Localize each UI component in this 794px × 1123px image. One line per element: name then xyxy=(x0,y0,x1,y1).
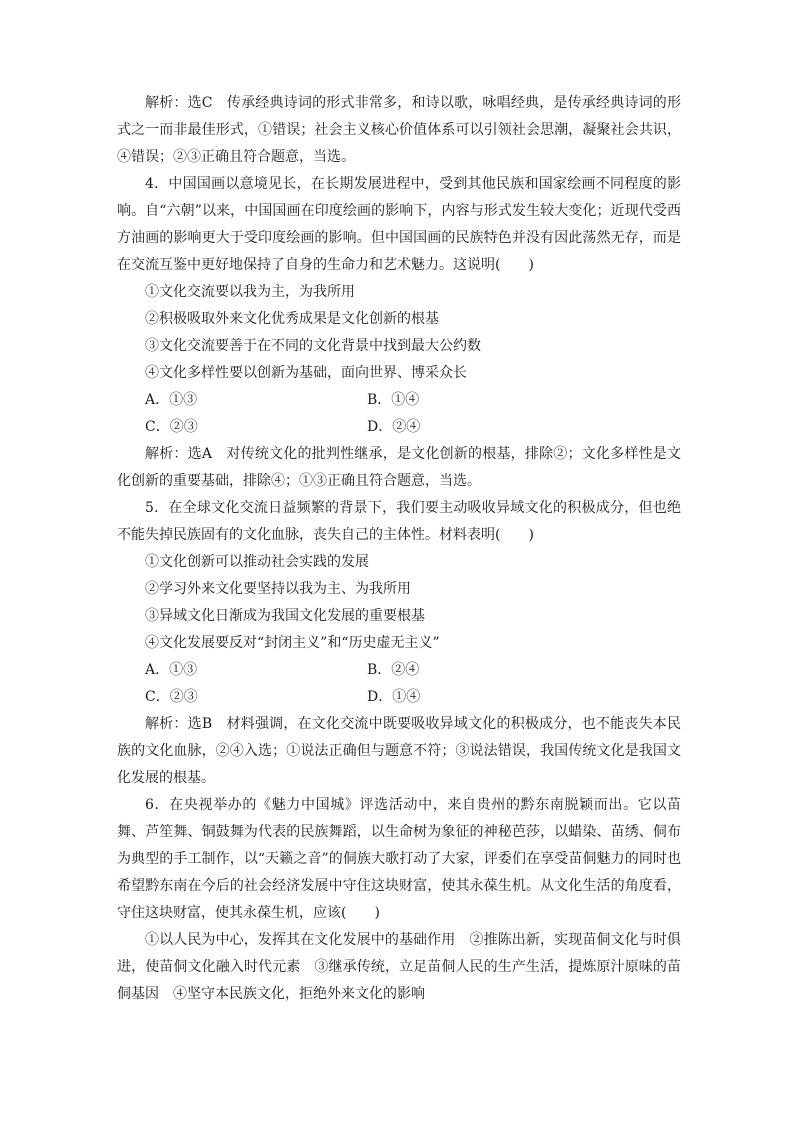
q4-statement-1: ①文化交流要以我为主，为我所用 xyxy=(145,284,355,300)
q5-analysis: 解析：选B 材料强调，在文化交流中既要吸收异域文化的积极成分，也不能丧失本民族的文化血脉，②④入选；①说法正确但与题意不符；③说法错误，我国传统文化是我国文化发展的根基。 xyxy=(117,716,681,786)
q5-statement-2: ②学习外来文化要坚持以我为主、为我所用 xyxy=(145,581,411,597)
q5-choices-row-1 xyxy=(117,657,681,684)
q5-choice-a: A．①③ xyxy=(145,662,198,678)
q4-choice-a: A．①③ xyxy=(145,392,198,408)
q5-choice-d: D．①④ xyxy=(367,689,421,705)
q5-stem: 5．在全球文化交流日益频繁的背景下，我们要主动吸收异域文化的积极成分，但也绝不能失掉民族固有的文化血脉，丧失自己的主体性。材料表明( ) xyxy=(117,500,681,543)
q5-statement-4: ④文化发展要反对“封闭主义”和“历史虚无主义” xyxy=(145,635,440,651)
q4-choice-d: D．②④ xyxy=(367,419,421,435)
q3-analysis: 解析：选C 传承经典诗词的形式非常多，和诗以歌，咏唱经典，是传承经典诗词的形式之一而非最佳形式，①错误；社会主义核心价值体系可以引领社会思潮，凝聚社会共识，④错误；②③正确且符合题意，当选。 xyxy=(117,95,681,165)
q4-statement-4: ④文化多样性要以创新为基础，面向世界、博采众长 xyxy=(145,365,467,381)
q5-statement-3: ③异域文化日渐成为我国文化发展的重要根基 xyxy=(145,608,425,624)
q4-statement-3: ③文化交流要善于在不同的文化背景中找到最大公约数 xyxy=(145,338,481,354)
q6-options: ①以人民为中心，发挥其在文化发展中的基础作用 ②推陈出新，实现苗侗文化与时俱进，使苗侗文化融入时代元素 ③继承传统，立足苗侗人民的生产生活，提炼原汁原味的苗侗基因 ④坚守本民族文化，拒绝外来文化的影响 xyxy=(117,932,681,1002)
q4-choices-row-2 xyxy=(117,414,681,441)
q5-choice-c: C．②③ xyxy=(145,689,198,705)
q6-stem: 6．在央视举办的《魅力中国城》评选活动中，来自贵州的黔东南脱颖而出。它以苗舞、芦笙舞、铜鼓舞为代表的民族舞蹈，以生命树为象征的神秘芭莎，以蜡染、苗绣、侗布为典型的手工制作，以“天籁之音”的侗族大歌打动了大家，评委们在享受苗侗魅力的同时也希望黔东南在今后的社会经济发展中守住这块财富，使其永葆生机。从文化生活的角度看，守住这块财富，使其永葆生机，应该( ) xyxy=(117,797,681,921)
q5-statement-1: ①文化创新可以推动社会实践的发展 xyxy=(145,554,369,570)
q4-choices-row-1 xyxy=(117,387,681,414)
q5-choices-row-2 xyxy=(117,684,681,711)
q4-analysis: 解析：选A 对传统文化的批判性继承，是文化创新的根基，排除②；文化多样性是文化创新的重要基础，排除④；①③正确且符合题意，当选。 xyxy=(117,446,681,489)
q5-choice-b: B．②④ xyxy=(367,662,420,678)
q4-choice-b: B．①④ xyxy=(367,392,420,408)
q4-stem: 4．中国国画以意境见长，在长期发展进程中，受到其他民族和国家绘画不同程度的影响。自“六朝”以来，中国国画在印度绘画的影响下，内容与形式发生较大变化；近现代受西方油画的影响更大于受印度绘画的影响。但中国国画的民族特色并没有因此荡然无存，而是在交流互鉴中更好地保持了自身的生命力和艺术魅力。这说明( ) xyxy=(117,176,681,273)
q4-choice-c: C．②③ xyxy=(145,419,198,435)
q4-statement-2: ②积极吸取外来文化优秀成果是文化创新的根基 xyxy=(145,311,439,327)
document-page xyxy=(117,90,681,1008)
